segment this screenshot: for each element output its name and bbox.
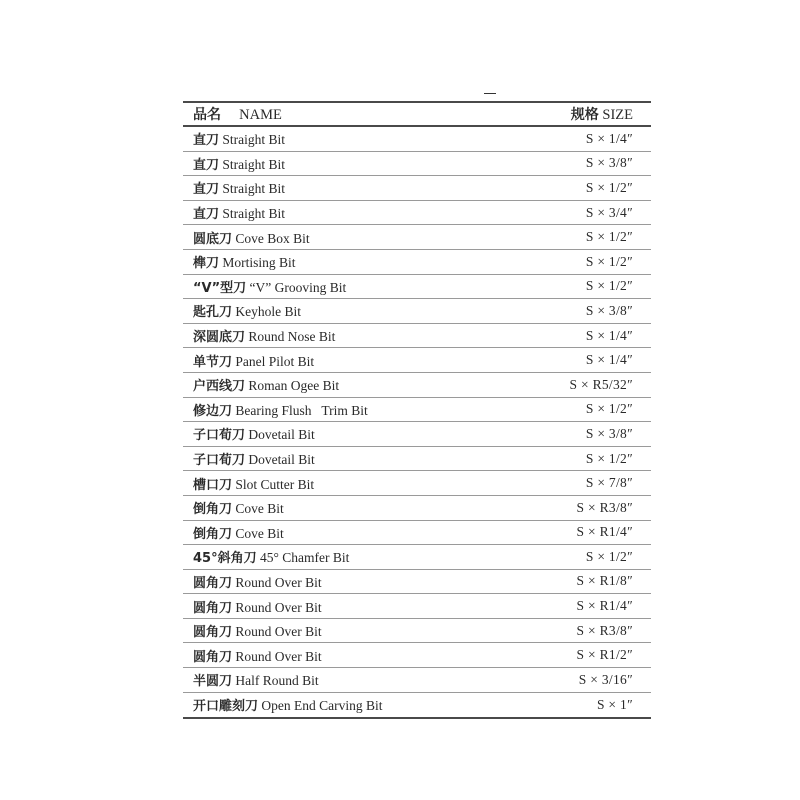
row-name [193, 351, 314, 370]
row-size: S × 1/2″ [585, 548, 633, 564]
table-row [183, 668, 651, 693]
row-name [193, 498, 284, 517]
row-name-en: Mortising Bit [222, 255, 296, 271]
row-name-en: Straight Bit [222, 206, 286, 222]
row-name-zh: 倒角刀 [193, 526, 233, 542]
row-name-zh: 修边刀 [193, 403, 233, 419]
row-size: S × 1/2″ [585, 278, 633, 294]
row-name [193, 326, 335, 345]
row-name-en: Round Over Bit [235, 599, 322, 615]
table-row [183, 693, 651, 718]
row-size: S × 3/8″ [585, 425, 633, 441]
row-size: S × R5/32″ [569, 376, 633, 392]
table-row [183, 250, 651, 275]
row-size: S × 1/2″ [585, 253, 633, 269]
row-name-zh: 户西线刀 [193, 379, 246, 395]
header-size-en: SIZE [602, 107, 633, 123]
row-size: S × R1/2″ [576, 647, 633, 663]
row-name-en: Round Nose Bit [248, 329, 336, 345]
header-size [571, 104, 633, 124]
row-size: S × R1/8″ [576, 573, 633, 589]
row-name-zh: 圆角刀 [193, 575, 233, 591]
table-row [183, 471, 651, 496]
row-name-en: Round Over Bit [235, 648, 322, 664]
table-row [183, 127, 651, 152]
row-name-en: Straight Bit [222, 132, 286, 148]
table-row [183, 545, 651, 570]
row-name-zh: 圆角刀 [193, 649, 233, 665]
row-name [193, 621, 322, 640]
table-row [183, 447, 651, 472]
row-name-zh: 半圆刀 [193, 674, 233, 690]
row-name [193, 301, 301, 320]
row-name-zh: 槽口刀 [193, 477, 233, 493]
row-name [193, 449, 315, 468]
row-size: S × 3/16″ [578, 671, 633, 687]
row-size: S × 1/2″ [585, 179, 633, 195]
table-row [183, 201, 651, 226]
row-name-zh: 子口荀刀 [193, 428, 246, 444]
row-name [193, 277, 346, 296]
row-name [193, 375, 339, 394]
row-name-zh: 直刀 [193, 157, 220, 173]
table-row [183, 324, 651, 349]
table-row [183, 422, 651, 447]
row-name-en: Keyhole Bit [235, 304, 302, 320]
table-header [183, 103, 651, 127]
table-row [183, 373, 651, 398]
row-name-zh: 深圆底刀 [193, 330, 246, 346]
row-name-zh: 圆角刀 [193, 600, 233, 616]
table-row [183, 521, 651, 546]
row-name [193, 670, 319, 689]
table-row [183, 299, 651, 324]
row-name-en: Round Over Bit [235, 624, 322, 640]
table-row [183, 594, 651, 619]
row-name-en: Round Over Bit [235, 574, 322, 590]
row-name-zh: 直刀 [193, 182, 220, 198]
row-size: S × 1/4″ [585, 327, 633, 343]
header-size-zh: 规格 [570, 107, 599, 123]
row-size: S × 1″ [596, 696, 633, 712]
row-name-zh: 单节刀 [193, 354, 233, 370]
row-name [193, 154, 285, 173]
table-row [183, 176, 651, 201]
row-name-zh: 倒角刀 [193, 502, 233, 518]
row-size: S × R1/4″ [576, 598, 633, 614]
table-row [183, 398, 651, 423]
table-row [183, 275, 651, 300]
header-name-en: NAME [239, 107, 282, 123]
row-name [193, 400, 368, 419]
row-size: S × 7/8″ [585, 475, 633, 491]
row-name-zh: 子口荀刀 [193, 453, 246, 469]
row-name-en: Straight Bit [222, 181, 286, 197]
row-name-en: Roman Ogee Bit [248, 378, 340, 394]
row-name [193, 252, 296, 271]
row-name-en: Half Round Bit [235, 673, 319, 689]
bit-spec-table [183, 101, 651, 719]
row-name-en: Cove Bit [235, 525, 284, 541]
header-name [193, 104, 282, 124]
row-name-en: Open End Carving Bit [261, 698, 383, 714]
row-size: S × R3/8″ [576, 622, 633, 638]
row-name [193, 597, 322, 616]
row-name-zh: 圆底刀 [193, 231, 233, 247]
row-size: S × R3/8″ [576, 499, 633, 515]
table-row [183, 643, 651, 668]
row-size: S × 1/2″ [585, 229, 633, 245]
row-name-en: Straight Bit [222, 156, 286, 172]
row-size: S × 1/4″ [585, 130, 633, 146]
row-name [193, 646, 322, 665]
row-name-zh: 匙孔刀 [193, 305, 233, 321]
header-name-zh: 品名 [193, 107, 221, 123]
row-name [193, 178, 285, 197]
row-name [193, 203, 285, 222]
row-name [193, 523, 284, 542]
table-row [183, 348, 651, 373]
row-name [193, 474, 314, 493]
row-size: S × 1/4″ [585, 352, 633, 368]
row-size: S × 3/4″ [585, 204, 633, 220]
row-name [193, 695, 383, 714]
row-name-en: Cove Bit [235, 501, 284, 517]
row-name-en: Bearing Flush Trim Bit [235, 402, 368, 418]
row-name-en: Slot Cutter Bit [235, 476, 315, 492]
table-row [183, 619, 651, 644]
table-row [183, 570, 651, 595]
row-name [193, 547, 349, 566]
table-row [183, 496, 651, 521]
row-name-en: 45° Chamfer Bit [259, 550, 350, 566]
row-size: S × 3/8″ [585, 155, 633, 171]
row-size: S × 1/2″ [585, 450, 633, 466]
row-name-en: Dovetail Bit [248, 427, 315, 443]
row-name [193, 572, 322, 591]
row-name-en: Panel Pilot Bit [235, 353, 315, 369]
row-name-zh: 开口雕刻刀 [193, 699, 259, 715]
row-name-zh: 45°斜角刀 [193, 551, 257, 567]
row-size: S × 1/2″ [585, 401, 633, 417]
row-name [193, 129, 285, 148]
table-body [183, 127, 651, 717]
row-name-zh: 直刀 [193, 207, 220, 223]
table-row [183, 225, 651, 250]
row-name-en: Cove Box Bit [235, 230, 310, 246]
row-size: S × R1/4″ [576, 524, 633, 540]
table-row [183, 152, 651, 177]
top-dash-mark [484, 93, 496, 94]
row-name-zh: 榫刀 [193, 256, 220, 272]
row-name [193, 228, 310, 247]
row-size: S × 3/8″ [585, 302, 633, 318]
row-name-zh: 直刀 [193, 133, 220, 149]
row-name-zh: 圆角刀 [193, 625, 233, 641]
row-name-zh: “V”型刀 [193, 280, 247, 296]
row-name-en: “V” Grooving Bit [249, 279, 347, 295]
row-name [193, 424, 315, 443]
row-name-en: Dovetail Bit [248, 452, 315, 468]
